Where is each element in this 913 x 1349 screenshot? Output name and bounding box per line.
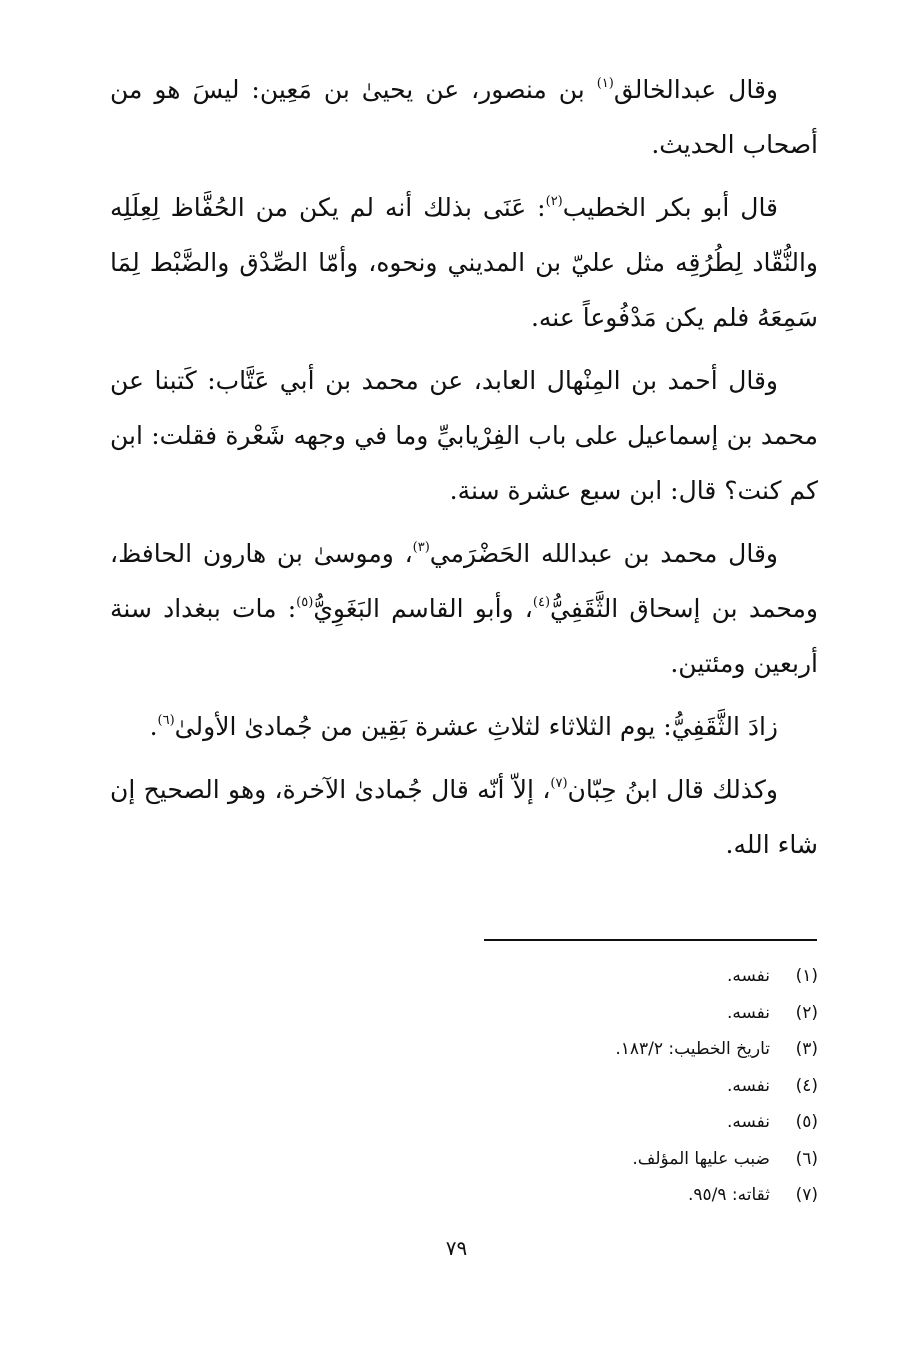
paragraph-text: .: [149, 712, 158, 741]
paragraph-text: وكذلك قال ابنُ حِبّان: [567, 775, 778, 804]
paragraph: [110, 353, 818, 518]
footnote-number: (٦): [795, 1148, 818, 1169]
paragraph-text: : مات ببغداد سنة أربعين ومئتين.: [110, 594, 818, 678]
footnote: [450, 1068, 818, 1105]
footnote-number: (٣): [795, 1039, 818, 1059]
paragraph-text: وقال محمد بن عبدالله الحَضْرَمي: [429, 539, 778, 568]
paragraph-text: وقال عبدالخالق: [613, 75, 778, 104]
paragraph-text: زادَ الثَّقَفِيُّ: يوم الثلاثاء لثلاثِ عشرة بَقِين من جُمادىٰ الأولىٰ: [174, 712, 778, 741]
footnote-text: ثقاته: ٩٥/٩.: [687, 1185, 770, 1205]
footnote-number: (٧): [795, 1185, 818, 1205]
footnote-divider: [484, 939, 817, 941]
footnote: [450, 1104, 818, 1141]
footnote-ref: (٤): [532, 595, 551, 610]
paragraph: [110, 180, 818, 345]
paragraph-text: ، وأبو القاسم البَغَوِيُّ: [313, 594, 533, 623]
paragraph: [110, 699, 818, 754]
footnotes: [450, 958, 818, 1214]
paragraph-text: وقال أحمد بن المِنْهال العابد، عن محمد بن أبي عَتَّاب: كَتبنا عن محمد بن إسماعيل على باب الفِرْيابيِّ وما في وجهه شَعْرة فقلت: ابن كم كنت؟ قال: ابن سبع عشرة سنة.: [110, 366, 818, 505]
footnote-text: نفسه.: [726, 966, 770, 986]
footnote: [450, 958, 818, 995]
footnote: [450, 1177, 818, 1214]
paragraph: [110, 62, 818, 172]
paragraph-text: : عَنَى بذلك أنه لم يكن من الحُفَّاظ لِعِلَلِه والنُّقّاد لِطُرُقِه مثل عليّ بن المديني ونحوه، وأمّا الصِّدْق والضَّبْط لِمَا سَمِعَهُ فلم يكن مَدْفُوعاً عنه.: [110, 193, 818, 332]
main-text: [110, 62, 818, 880]
footnote-number: (٢): [795, 1002, 818, 1023]
paragraph: [110, 762, 818, 872]
footnote: [450, 1031, 818, 1068]
paragraph-text: قال أبو بكر الخطيب: [562, 193, 779, 222]
paragraph-text: ، إلاّ أنّه قال جُمادىٰ الآخرة، وهو الصحيح إن شاء الله.: [110, 775, 818, 859]
page-number: ٧٩: [445, 1236, 468, 1260]
footnote-ref: (٢): [545, 194, 563, 209]
footnote-ref: (٣): [412, 540, 430, 555]
paragraph-text: بن منصور، عن يحيىٰ بن مَعِين: ليسَ هو من أصحاب الحديث.: [110, 75, 818, 159]
footnote-ref: (٦): [157, 713, 175, 728]
footnote-number: (١): [795, 966, 818, 986]
footnote: [450, 995, 818, 1032]
paragraph-text: ، وموسىٰ بن هارون الحافظ، ومحمد بن إسحاق الثَّقَفِيُّ: [110, 539, 818, 623]
footnote-number: (٥): [795, 1112, 818, 1132]
paragraph: [110, 526, 818, 691]
footnote-text: نفسه.: [726, 1075, 770, 1096]
footnote: [450, 1141, 818, 1178]
footnote-text: تاريخ الخطيب: ١٨٣/٢.: [615, 1039, 770, 1059]
footnote-text: نفسه.: [726, 1112, 770, 1132]
footnote-ref: (٥): [296, 595, 314, 610]
footnote-text: نفسه.: [726, 1002, 770, 1023]
footnote-ref: (٧): [550, 776, 568, 791]
footnote-ref: (١): [596, 76, 614, 91]
footnote-text: ضبب عليها المؤلف.: [632, 1148, 770, 1169]
footnote-number: (٤): [795, 1075, 818, 1096]
